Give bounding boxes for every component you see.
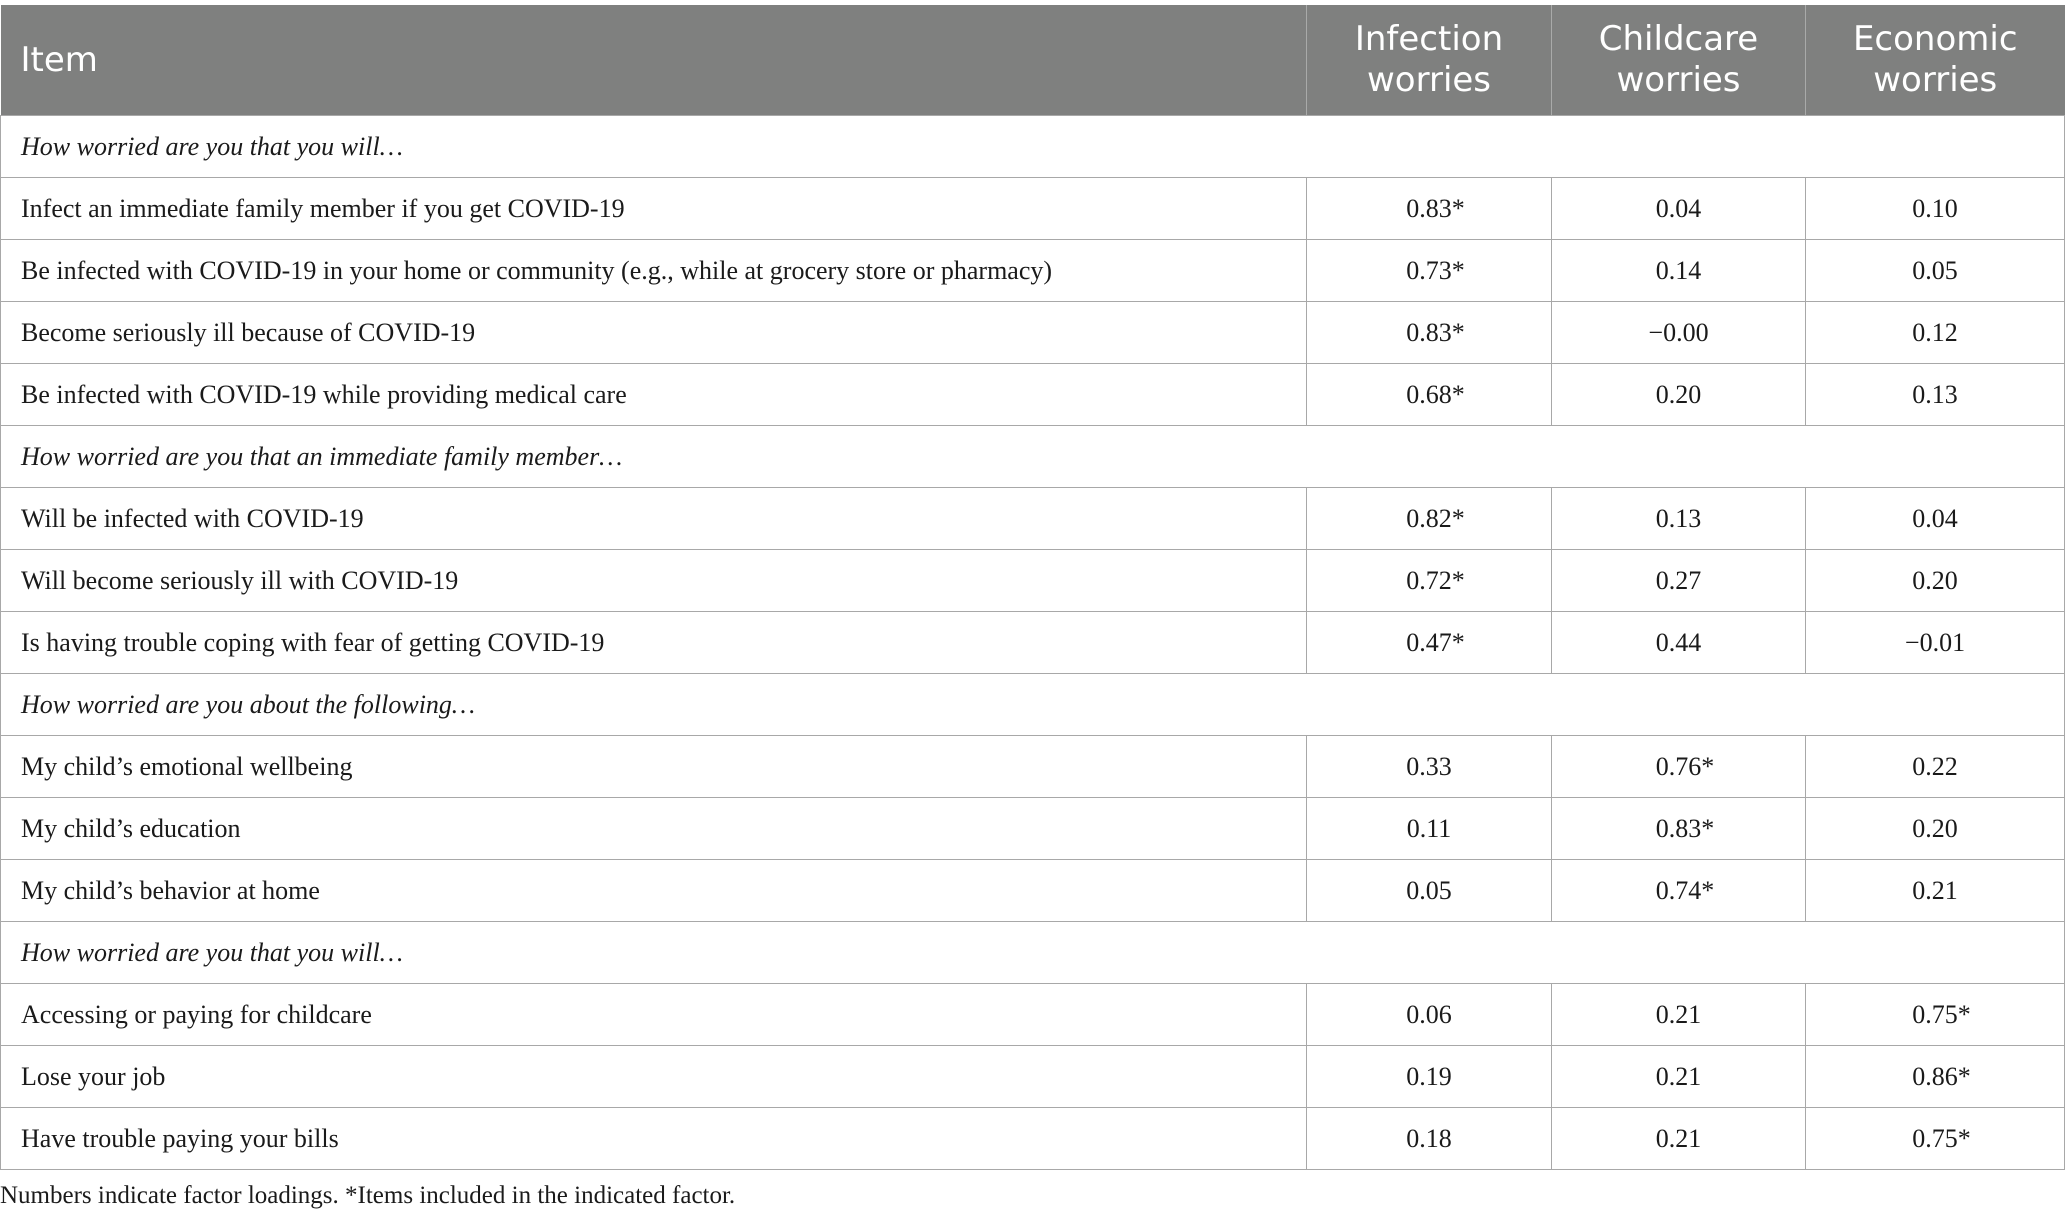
economic-loading-wrap [1912,380,1958,410]
item-cell: My child’s education [1,798,1307,860]
economic-loading-cell [1806,178,2065,240]
table-row [1,1108,2065,1170]
header-item [1,5,1307,116]
item-cell: Become seriously ill because of COVID-19 [1,302,1307,364]
economic-loading-wrap [1905,628,1965,658]
header-childcare-worries [1552,5,1806,116]
infection-loading-wrap [1406,503,1465,534]
infection-loading-value: 0.05 [1406,875,1452,905]
economic-loading-value: −0.01 [1904,627,1966,657]
header-infection-worries [1307,5,1552,116]
infection-loading-cell [1307,1108,1552,1170]
childcare-loading-cell [1552,1046,1806,1108]
economic-loading-value: 0.05 [1912,255,1958,285]
infection-loading-value: 0.47 [1406,627,1452,657]
economic-loading-wrap [1912,876,1958,906]
economic-loading-wrap [1912,999,1971,1030]
header-childcare-line1: Childcare [1598,19,1759,59]
childcare-significance-marker: * [1701,813,1715,843]
economic-significance-marker: * [1957,999,1971,1029]
economic-loading-cell [1806,240,2065,302]
economic-loading-value: 0.12 [1912,317,1958,347]
infection-loading-wrap [1406,1000,1452,1030]
infection-loading-wrap [1406,876,1452,906]
infection-loading-cell [1307,178,1552,240]
economic-loading-wrap [1912,318,1958,348]
infection-loading-value: 0.19 [1406,1061,1452,1091]
economic-loading-wrap [1912,566,1958,596]
section-header-row [1,116,2065,178]
item-cell: Will become seriously ill with COVID-19 [1,550,1307,612]
infection-significance-marker: * [1451,255,1465,285]
infection-loading-value: 0.33 [1406,751,1452,781]
economic-loading-cell [1806,1046,2065,1108]
childcare-loading-value: 0.74 [1655,875,1702,905]
infection-loading-value: 0.18 [1406,1123,1452,1153]
childcare-loading-value: 0.14 [1655,255,1702,285]
table-row [1,798,2065,860]
section-label: How worried are you that an immediate family member… [1,426,2065,488]
infection-significance-marker: * [1451,317,1465,347]
item-cell: Infect an immediate family member if you get COVID-19 [1,178,1307,240]
infection-loading-cell [1307,1046,1552,1108]
table-row [1,178,2065,240]
item-cell: Accessing or paying for childcare [1,984,1307,1046]
item-cell: Is having trouble coping with fear of getting COVID-19 [1,612,1307,674]
economic-loading-wrap [1912,194,1958,224]
childcare-loading-value: 0.21 [1655,1123,1702,1153]
infection-loading-value: 0.11 [1406,813,1452,843]
infection-loading-cell [1307,798,1552,860]
item-cell: My child’s behavior at home [1,860,1307,922]
infection-loading-value: 0.83 [1406,317,1452,347]
economic-loading-wrap [1912,814,1958,844]
infection-loading-wrap [1407,814,1452,844]
childcare-loading-cell [1552,488,1806,550]
economic-loading-wrap [1912,256,1958,286]
infection-loading-cell [1307,240,1552,302]
item-cell: Will be infected with COVID-19 [1,488,1307,550]
childcare-loading-cell [1552,302,1806,364]
infection-loading-cell [1307,364,1552,426]
childcare-loading-cell [1552,550,1806,612]
economic-loading-cell [1806,736,2065,798]
infection-loading-wrap [1406,752,1452,782]
header-infection-line1: Infection [1354,19,1504,59]
section-header-row [1,922,2065,984]
infection-loading-value: 0.83 [1406,193,1452,223]
section-header-row [1,426,2065,488]
item-cell: Have trouble paying your bills [1,1108,1307,1170]
table-row [1,736,2065,798]
economic-loading-cell [1806,1108,2065,1170]
childcare-loading-wrap [1648,318,1708,348]
childcare-loading-value: −0.00 [1648,317,1709,347]
table-body [1,116,2065,1170]
infection-loading-cell [1307,860,1552,922]
childcare-loading-wrap [1655,751,1715,782]
economic-loading-cell [1806,488,2065,550]
item-cell: Be infected with COVID-19 in your home or community (e.g., while at grocery store or pharmacy) [1,240,1307,302]
infection-significance-marker: * [1451,565,1465,595]
infection-loading-cell [1307,984,1552,1046]
infection-loading-cell [1307,488,1552,550]
table-row [1,488,2065,550]
childcare-loading-wrap [1656,380,1702,410]
infection-significance-marker: * [1451,193,1465,223]
infection-significance-marker: * [1451,627,1465,657]
section-label: How worried are you that you will… [1,116,2065,178]
childcare-loading-value: 0.21 [1655,1061,1702,1091]
childcare-loading-cell [1552,860,1806,922]
childcare-significance-marker: * [1701,875,1715,905]
economic-loading-wrap [1912,1123,1971,1154]
economic-significance-marker: * [1957,1123,1971,1153]
header-economic-line2: worries [1873,60,1998,100]
economic-loading-value: 0.04 [1912,503,1958,533]
economic-loading-value: 0.75 [1912,1123,1958,1153]
childcare-loading-cell [1552,798,1806,860]
childcare-loading-wrap [1656,628,1702,658]
economic-loading-cell [1806,550,2065,612]
header-economic-line1: Economic [1852,19,2018,59]
infection-loading-cell [1307,736,1552,798]
infection-loading-cell [1307,612,1552,674]
infection-loading-cell [1307,550,1552,612]
header-item-label: Item [20,39,98,80]
infection-loading-wrap [1406,565,1465,596]
economic-loading-value: 0.20 [1912,565,1958,595]
table-row [1,302,2065,364]
economic-loading-value: 0.13 [1912,379,1958,409]
table-row [1,1046,2065,1108]
economic-loading-value: 0.75 [1912,999,1958,1029]
table-row [1,860,2065,922]
item-cell: Be infected with COVID-19 while providing medical care [1,364,1307,426]
table-row [1,364,2065,426]
section-label: How worried are you about the following… [1,674,2065,736]
childcare-loading-value: 0.13 [1655,503,1702,533]
table-row [1,984,2065,1046]
header-childcare-line2: worries [1616,60,1741,100]
section-header-row [1,674,2065,736]
childcare-significance-marker: * [1701,751,1715,781]
infection-loading-wrap [1406,193,1465,224]
childcare-loading-cell [1552,1108,1806,1170]
childcare-loading-wrap [1656,566,1702,596]
infection-loading-value: 0.68 [1406,379,1452,409]
childcare-loading-cell [1552,612,1806,674]
header-economic-worries [1806,5,2065,116]
economic-significance-marker: * [1957,1061,1971,1091]
childcare-loading-wrap [1656,194,1702,224]
header-infection-line2: worries [1366,60,1492,100]
childcare-loading-wrap [1656,1062,1702,1092]
table-row [1,550,2065,612]
childcare-loading-value: 0.20 [1655,379,1702,409]
childcare-loading-cell [1552,240,1806,302]
childcare-loading-value: 0.76 [1655,751,1702,781]
childcare-loading-value: 0.44 [1655,627,1702,657]
item-cell: My child’s emotional wellbeing [1,736,1307,798]
childcare-loading-value: 0.83 [1655,813,1702,843]
childcare-loading-cell [1552,736,1806,798]
infection-loading-value: 0.72 [1406,565,1452,595]
infection-significance-marker: * [1451,379,1465,409]
table-row [1,612,2065,674]
economic-loading-value: 0.10 [1912,193,1958,223]
infection-significance-marker: * [1451,503,1465,533]
economic-loading-cell [1806,798,2065,860]
childcare-loading-wrap [1655,813,1715,844]
infection-loading-wrap [1406,627,1465,658]
infection-loading-value: 0.06 [1406,999,1452,1029]
infection-loading-value: 0.82 [1406,503,1452,533]
economic-loading-value: 0.21 [1912,875,1958,905]
childcare-loading-wrap [1655,875,1715,906]
childcare-loading-wrap [1656,1124,1702,1154]
childcare-loading-cell [1552,984,1806,1046]
economic-loading-value: 0.22 [1912,751,1958,781]
childcare-loading-wrap [1656,1000,1702,1030]
childcare-loading-value: 0.04 [1655,193,1702,223]
infection-loading-wrap [1406,317,1465,348]
childcare-loading-wrap [1656,256,1702,286]
factor-loadings-table-container [0,5,2064,1170]
economic-loading-wrap [1912,1061,1971,1092]
economic-loading-value: 0.86 [1912,1061,1958,1091]
childcare-loading-value: 0.21 [1655,999,1702,1029]
economic-loading-wrap [1912,504,1958,534]
infection-loading-cell [1307,302,1552,364]
table-row [1,240,2065,302]
infection-loading-wrap [1406,1124,1452,1154]
economic-loading-cell [1806,860,2065,922]
infection-loading-wrap [1406,255,1465,286]
table-footnote: Numbers indicate factor loadings. *Items included in the indicated factor. [0,1182,736,1209]
economic-loading-cell [1806,302,2065,364]
table-header-row [1,5,2065,116]
infection-loading-wrap [1406,1062,1452,1092]
infection-loading-wrap [1406,379,1465,410]
childcare-loading-cell [1552,178,1806,240]
infection-loading-value: 0.73 [1406,255,1452,285]
factor-loadings-table [0,5,2065,1170]
childcare-loading-value: 0.27 [1655,565,1702,595]
economic-loading-cell [1806,984,2065,1046]
item-cell: Lose your job [1,1046,1307,1108]
economic-loading-cell [1806,612,2065,674]
childcare-loading-cell [1552,364,1806,426]
economic-loading-value: 0.20 [1912,813,1958,843]
economic-loading-wrap [1912,752,1958,782]
economic-loading-cell [1806,364,2065,426]
childcare-loading-wrap [1656,504,1702,534]
section-label: How worried are you that you will… [1,922,2065,984]
